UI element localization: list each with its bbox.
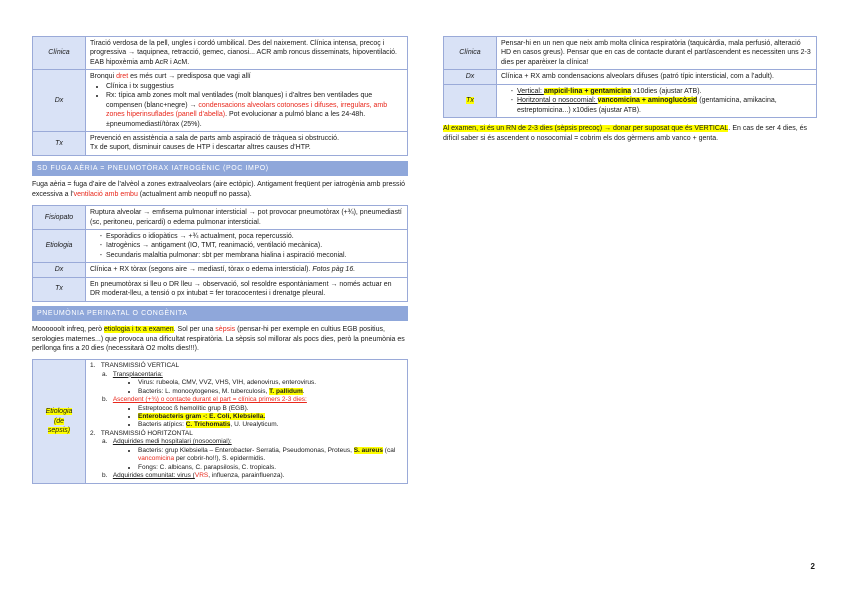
table-row [444,70,817,84]
highlight-yellow: T. pallidum [269,387,303,395]
text-span: Moooooolt infreq, però [32,326,104,334]
list-item: - Secundaris malaltia pulmonar: sbt per membrana hialina i aspiració meconial. [106,251,403,260]
text-span: . Sol per una [173,326,216,334]
text-span: TRANSMISSIÓ VERTICAL [100,362,180,370]
highlight-red: ventilació amb embu [73,190,138,198]
clinica-text: Pensar-hi en un nen que neix amb molta clínica respiratòria (taquicàrdia, mala perfusió, alteració HD en casos greus). Pensar que en cas de contacte durant el part/ascendent es necessiten uns 2-3 dies per aparèixer la clínica! [497,37,817,70]
text-span: per cobrir-ho!!), S. epidermidis. [174,455,266,463]
left-column [32,36,408,484]
tx-cell [497,84,817,117]
table-row [33,230,408,263]
table-pneumonia-clinica [443,36,817,118]
table-row [33,206,408,230]
tx-list [501,87,812,115]
dx-text [86,263,408,277]
tx-line: Prevenció en assistència a sala de parts amb aspiració de tràquea si obstrucció. [90,134,340,142]
row-label-clinica: Clínica [444,37,497,70]
numbered-heading: 2. TRANSMISSIÓ HORITZONTAL [90,429,193,437]
highlight-red: sèpsis [215,326,236,334]
row-label-fisiopato: Fisiopato [33,206,86,230]
exam-note-paragraph [443,124,817,143]
text-span: Horitzontal o nosocomial: [517,97,598,105]
table-row [444,84,817,117]
fuga-aeria-paragraph [32,180,408,199]
highlight-red: condensacions alveolars cotonoses i difuses, irregulars, amb zones hiperinsuflades (panell d’abella) [106,101,388,119]
label-line: (de [53,417,65,425]
highlight-yellow: etiologia i tx a examen [104,326,174,334]
row-label-tx: Tx [33,277,86,301]
table-row [444,37,817,70]
table-fuga-aeria [32,205,408,302]
highlight-yellow: Enterobacteris gram -: E. Coli, Klebsiella. [138,413,266,420]
label-line: sepsis) [47,427,71,435]
etiologia-cell [86,230,408,263]
text-span: . En cas de ser 4 dies, és difícil saber si és ascendent o nosocomial = cobrim els dos gèrmens amb vanco + genta. [443,125,808,142]
label-line: Etiologia [45,408,73,416]
text-span: , U. Urealyticum. [230,421,279,429]
highlight-yellow: C. Trichomatis [185,421,231,429]
text-span: Bacteris atípics: [138,421,186,429]
clinica-text: Tiració verdosa de la pell, ungles i cordó umbilical. Des del naixement. Clínica intensa, precoç i progressiva → taquipnea, retracció, gemec, cianosi... ACR amb roncus disseminats, hipoventilació. EAB hipoxèmia amb AcR i AcM. [86,37,408,70]
list-item [106,91,403,129]
table-row [33,360,408,483]
row-label-tx: Tx [33,131,86,155]
text-span: Bacteris: grup Klebsiella – Enterobacter- Serratia, Pseudomonas, Proteus, [138,446,354,454]
table-row [33,37,408,70]
table-row [33,70,408,132]
row-label-etiologia-sepsis [33,360,86,483]
dx-cell [86,70,408,132]
etiologia-list [90,232,403,260]
bullet-list [90,379,403,396]
list-item: • Estreptococ ß hemolític grup B (EGB). [138,405,403,413]
sub-heading: b. Adquirides comunitat: virus (VRS, influenza, parainfluenza). [102,472,285,480]
text-span: Vertical: [517,87,544,95]
highlight-yellow: vancomicina + aminoglucòsid [597,97,698,105]
list-item: • Fongs: C. albicans, C. parapsilosis, C. tropicals. [138,464,403,472]
table-row [33,263,408,277]
row-label-etiologia: Etiologia [33,230,86,263]
page-number: 2 [810,562,815,572]
text-span: Bacteris: L. monocytogenes, M. tuberculosis, [138,387,270,395]
bullet-list [90,405,403,430]
row-label-tx [444,84,497,117]
text-span: Fuga aèria = fuga d’aire de l’alvèol a zones extraalveolars (aire ectòpic). Antigament freqüent per iatrogènia amb pressió excessiva a l’ [32,181,405,198]
list-item: - Iatrogènics → antigament (IO, TMT, reanimació, ventilació mecànica). [106,241,403,250]
sub-heading: a. Transplacentaria: [102,370,163,378]
list-item: • Virus: rubeola, CMV, VVZ, VHS, VIH, adenovirus, enterovirus. [138,379,403,387]
text-span: Clínica + RX tòrax (segons aire → mediastí, tòrax o edema intersticial). [90,266,313,274]
text-span: x10dies (ajustar ATB). [631,87,702,95]
text-span: Bronqui [90,73,117,81]
table-row [33,277,408,301]
list-item: - Esporàdics o idiopàtics → +¾ actualment, poca repercussió. [106,232,403,241]
text-span: . [302,387,305,395]
highlight-red: vancomicina [138,455,175,463]
numbered-heading: 1. TRANSMISSIÓ VERTICAL [90,362,180,370]
highlight-red: VRS [194,472,209,480]
bullet-list [90,447,403,472]
highlight-yellow: ampicil·lina + gentamicina [543,87,632,95]
table-aspiracio-meconial [32,36,408,156]
text-span: TRANSMISSIÓ HORITZONTAL [100,429,193,437]
section-bar-pneumonia: PNEUMÒNIA PERINATAL O CONGÈNITA [32,306,408,321]
text-span: . Pot evolucionar a pulmó blanc a les 24-48h. ±pneumomediastí/tòrax (25%). [106,111,366,128]
text-span: Ascendent (+¾) o contacte durant el part = clínica primers 2-3 dies: [112,396,307,404]
row-label-dx: Dx [444,70,497,84]
etiologia-sepsis-cell [86,360,408,483]
dx-intro [90,72,403,81]
sub-heading: a. Adquirides medi hospitalari (nosocomial): [102,438,232,446]
row-label-dx: Dx [33,70,86,132]
sub-heading: b. Ascendent (+¾) o contacte durant el part = clínica primers 2-3 dies: [102,396,307,404]
text-span: (gentamicina, amikacina, estreptomicina...) x10dies (ajustar ATB). [517,97,777,114]
list-item [138,421,403,429]
text-span: Rx: típica amb zones molt mal ventilades (molt blanques) i d’altres ben ventilades que compensen (blanc+negre) → [106,92,373,109]
text-span: Adquirides medi hospitalari (nosocomial): [112,438,232,446]
dx-text: Clínica + RX amb condensacions alveolars difuses (patró típic intersticial, com a l’adult). [497,70,817,84]
list-item [138,413,403,421]
text-span: (actualment amb neopuff no passa). [137,190,252,198]
text-span: Adquirides comunitat: virus ( [112,472,195,480]
row-label-dx: Dx [33,263,86,277]
text-span: es més curt → predisposa que vagi allí [128,73,251,81]
table-pneumonia-etiologia [32,359,408,483]
tx-cell [86,131,408,155]
row-label-clinica: Clínica [33,37,86,70]
text-span: (pensar-hi per exemple en cultius EGB positius, serologies maternes...) que provoca una dificultat respiratòria. La sèpsis sol millorar als pocs dies, però la pneumònia es perllonga fins a 20 dies (necessitarà O2 molts dies!!!). [32,326,405,352]
pneumonia-paragraph [32,325,408,353]
tx-line: Tx de suport, disminuir causes de HTP i descartar altres causes d’HTP. [90,144,311,152]
fisiopato-text: Ruptura alveolar → emfisema pulmonar intersticial → pot provocar pneumotòrax (+¾), pneumediastí (sc, peritoneu, pericardi) o edema pulmonar intersticial. [86,206,408,230]
list-item [138,447,403,464]
label-text: Tx [466,97,474,105]
page-reference: Fotos pàg 16. [312,266,356,274]
tx-text: En pneumotòrax si lleu o DR lleu → observació, sol resoldre espontàniament → només actuar en DR moderat-lleu, a tensió o px intubat = fer toracocentesi i drenatge pleural. [86,277,408,301]
text-span: , influenza, parainfluenza). [208,472,285,480]
right-column [443,36,817,149]
list-item [517,87,812,96]
text-span: (cal [382,446,396,454]
list-item [517,96,812,115]
highlight-yellow: S. aureus [353,446,383,454]
list-item: • Clínica i tx suggestius [106,82,403,91]
text-span: Transplacentaria: [112,370,163,378]
section-bar-fuga-aeria: SD FUGA AÈRIA = PNEUMOTÒRAX IATROGÈNIC (POC IMPO) [32,161,408,176]
table-row [33,131,408,155]
dx-list [90,82,403,129]
list-item [138,388,403,396]
highlight-yellow: Al examen, si és un RN de 2-3 dies (sèpsis precoç) → donar per suposat que és VERTICAL [443,125,729,133]
highlight-red: dret [116,73,129,81]
